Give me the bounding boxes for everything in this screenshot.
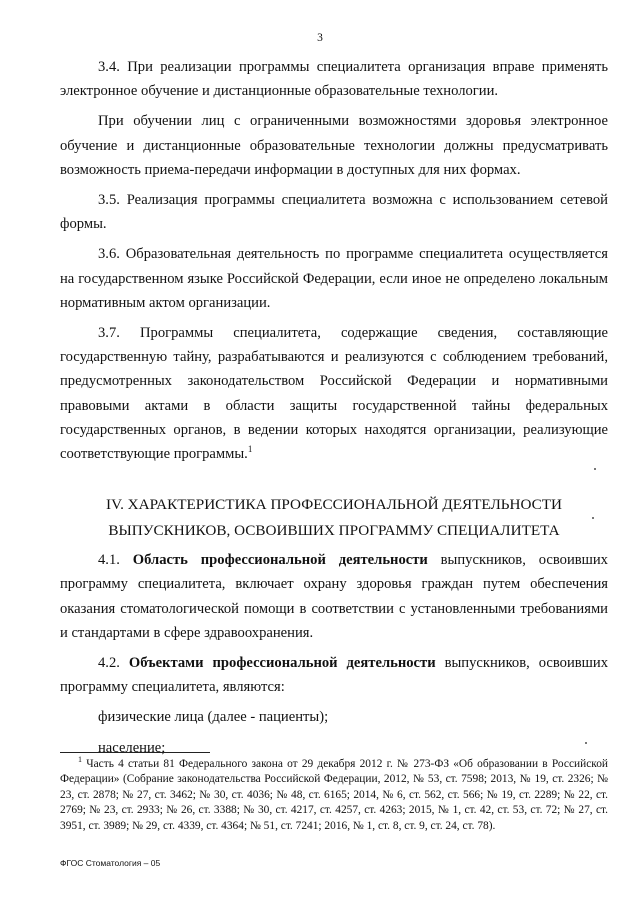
document-footer-label: ФГОС Стоматология – 05 [60, 858, 161, 868]
section-heading-line-1: IV. ХАРАКТЕРИСТИКА ПРОФЕССИОНАЛЬНОЙ ДЕЯТЕЛЬНОСТИ [106, 496, 562, 514]
paragraph-4-1-bold: Область профессиональной деятельности [132, 552, 428, 569]
paragraph-4-2-prefix: 4.2. [98, 655, 129, 672]
paragraph-3-6: 3.6. Образовательная деятельность по программе специалитета осуществляется на государственном языке Российской Федерации, если иное не определено локальным нормативным актом организации. [60, 246, 608, 311]
paragraph-3-4: 3.4. При реализации программы специалитета организация вправе применять электронное обучение и дистанционные образовательные технологии. [60, 59, 608, 100]
paragraph-4-2 [60, 651, 608, 699]
scan-speck [585, 742, 587, 744]
footnote-divider [60, 752, 210, 753]
footnote-text: Часть 4 статьи 81 Федерального закона от 29 декабря 2012 г. № 273-ФЗ «Об образовании в Российской Федерации» (Собрание законодательства Российской Федерации, 2012, № 53, ст. 7598; 2013, № 19, ст. 2326; № 23, ст. 2878; № 27, ст. 3462; № 30, ст. 4036; № 48, ст. 6165; 2014, № 6, ст. 562, ст. 566; № 19, ст. 2289; № 22, ст. 2769; № 23, ст. 2933; № 26, ст. 3388; № 30, ст. 4217, ст. 4257, ст. 4263; 2015, № 1, ст. 42, ст. 53, ст. 72; № 27, ст. 3951, ст. 3989; № 29, ст. 4339, ст. 4364; № 51, ст. 7241; 2016, № 1, ст. 8, ст. 9, ст. 24, ст. 78). [60, 758, 608, 832]
scan-speck [592, 517, 594, 519]
paragraph-4-1-rest: выпускников, освоивших программу специалитета, включает охрану здоровья граждан путем обеспечения оказания стоматологической помощи в соответствии с установленными требованиями и стандартами в сфере здравоохранения. [60, 552, 608, 641]
paragraph-4-2-rest: выпускников, освоивших программу специалитета, являются: [60, 655, 608, 696]
list-item-population: население; [98, 739, 166, 756]
paragraph-4-1-prefix: 4.1. [98, 552, 133, 569]
section-heading [60, 492, 608, 544]
paragraph-3-5: 3.5. Реализация программы специалитета возможна с использованием сетевой формы. [60, 192, 608, 233]
paragraph-4-1 [60, 548, 608, 645]
paragraph-3-4-disabled-learners: При обучении лиц с ограниченными возможностями здоровья электронное обучение и дистанционные образовательные технологии должны предусматривать возможность приема-передачи информации в доступных для них формах. [60, 113, 608, 178]
footnote-mark: 1 [78, 755, 82, 765]
footnote [60, 757, 608, 834]
page-number: 3 [317, 32, 323, 44]
paragraph-3-7 [60, 321, 608, 466]
section-heading-line-2: ВЫПУСКНИКОВ, ОСВОИВШИХ ПРОГРАММУ СПЕЦИАЛИТЕТА [108, 522, 560, 540]
list-item-patients: физические лица (далее - пациенты); [98, 709, 329, 726]
footnote-reference: 1 [247, 444, 253, 455]
paragraph-4-2-bold: Объектами профессиональной деятельности [128, 655, 436, 672]
scan-speck [594, 468, 596, 470]
paragraph-3-7-text: 3.7. Программы специалитета, содержащие сведения, составляющие государственную тайну, разрабатываются и реализуются с соблюдением требований, предусмотренных законодательством Российской Федерации и нормативными правовыми актами в области защиты государственной тайны федеральных государственных органов, в ведении которых находятся организации, реализующие соответствующие программы. [60, 325, 608, 463]
document-body [60, 55, 608, 766]
